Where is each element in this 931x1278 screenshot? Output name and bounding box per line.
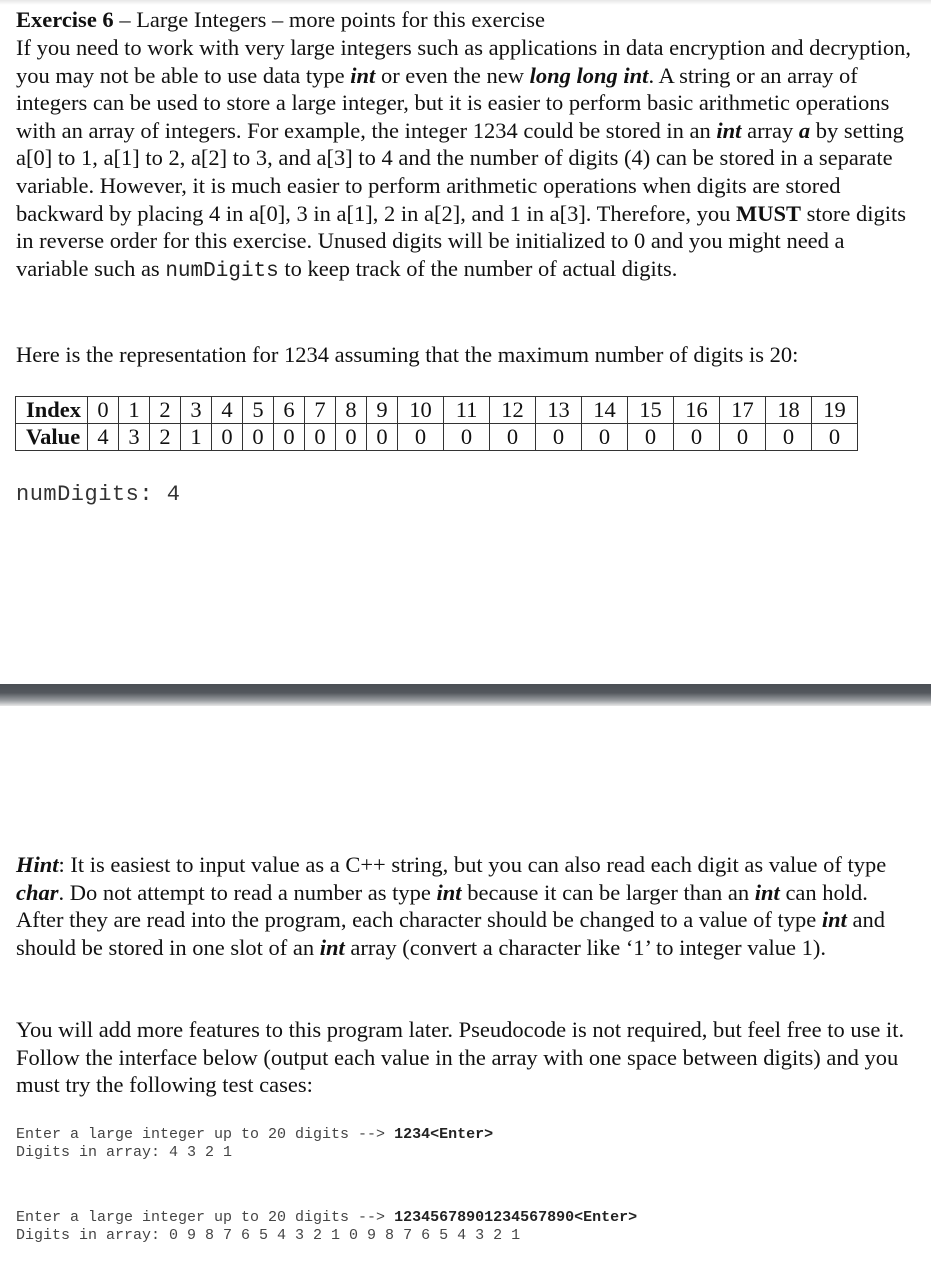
test-input: 1234<Enter> [394,1126,494,1143]
representation-intro: Here is the representation for 1234 assuming that the maximum number of digits is 20: [16,342,799,367]
numdigits-line: numDigits: 4 [16,482,181,507]
test-prompt: Enter a large integer up to 20 digits --> [16,1126,395,1143]
index-cell: 3 [181,397,212,424]
digit-array-table [15,396,858,451]
value-label: Value [16,424,88,451]
value-cell: 0 [212,424,243,451]
value-cell: 0 [305,424,336,451]
value-cell: 2 [150,424,181,451]
value-cell: 0 [582,424,628,451]
index-cell: 5 [243,397,274,424]
test-output: Digits in array: 4 3 2 1 [16,1144,233,1161]
value-cell: 0 [766,424,812,451]
numdigits-code: numDigits [165,259,279,283]
index-cell: 18 [766,397,812,424]
value-cell: 0 [628,424,674,451]
value-cell: 0 [674,424,720,451]
top-shade [0,0,931,5]
value-cell: 0 [243,424,274,451]
index-cell: 4 [212,397,243,424]
value-cell: 0 [536,424,582,451]
value-cell: 0 [336,424,367,451]
test-prompt: Enter a large integer up to 20 digits --> [16,1209,395,1226]
intro-paragraph: If you need to work with very large integers such as applications in data encryption and decryption, you may not be able to use data type int or even the new long long int. A string or an array of integers can be used to store a large integer, but it is easier to perform basic arithmetic operations with an array of integers. For example, the integer 1234 could be stored in an int array a by setting a[0] to 1, a[1] to 2, a[2] to 3, and a[3] to 4 and the number of digits (4) can be stored in a separate variable. However, it is much easier to perform arithmetic operations when digits are stored backward by placing 4 in a[0], 3 in a[1], 2 in a[2], and 1 in a[3]. Therefore, you MUST store digits in reverse order for this exercise. Unused digits will be initialized to 0 and you might need a variable such as numDigits to keep track of the number of actual digits. [16,35,911,283]
value-cell: 0 [444,424,490,451]
hint-label: Hint [16,852,59,877]
index-cell: 9 [367,397,398,424]
index-cell: 13 [536,397,582,424]
index-cell: 7 [305,397,336,424]
index-cell: 16 [674,397,720,424]
page-break-divider [0,684,931,706]
value-row [16,424,858,451]
index-row [16,397,858,424]
test-output: Digits in array: 0 9 8 7 6 5 4 3 2 1 0 9 8 7 6 5 4 3 2 1 [16,1227,521,1244]
index-cell: 15 [628,397,674,424]
index-cell: 11 [444,397,490,424]
index-label: Index [16,397,88,424]
index-cell: 19 [812,397,858,424]
value-cell: 0 [367,424,398,451]
value-cell: 3 [119,424,150,451]
value-cell: 0 [720,424,766,451]
value-cell: 1 [181,424,212,451]
index-cell: 12 [490,397,536,424]
test-case-1 [16,1126,493,1162]
value-cell: 0 [812,424,858,451]
index-cell: 0 [88,397,119,424]
test-input: 12345678901234567890<Enter> [394,1209,638,1226]
exercise-heading [16,6,916,34]
exercise-subtitle: – Large Integers – more points for this exercise [113,7,546,32]
test-case-2 [16,1209,637,1245]
index-cell: 1 [119,397,150,424]
index-cell: 14 [582,397,628,424]
index-cell: 17 [720,397,766,424]
exercise-number: Exercise 6 [16,7,114,32]
hint-paragraph: Hint: It is easiest to input value as a C++ string, but you can also read each digit as value of type char. Do not attempt to read a number as type int because it can be larger than an int can hold. After they are read into the program, each character should be changed to a value of type int and should be stored in one slot of an int array (convert a character like ‘1’ to integer value 1). [16,852,887,960]
value-cell: 0 [490,424,536,451]
features-paragraph: You will add more features to this program later. Pseudocode is not required, but feel free to use it. Follow the interface below (output each value in the array with one space between digits) and you must try the following test cases: [16,1017,905,1098]
value-cell: 0 [274,424,305,451]
value-cell: 4 [88,424,119,451]
index-cell: 6 [274,397,305,424]
index-cell: 8 [336,397,367,424]
value-cell: 0 [398,424,444,451]
index-cell: 10 [398,397,444,424]
index-cell: 2 [150,397,181,424]
